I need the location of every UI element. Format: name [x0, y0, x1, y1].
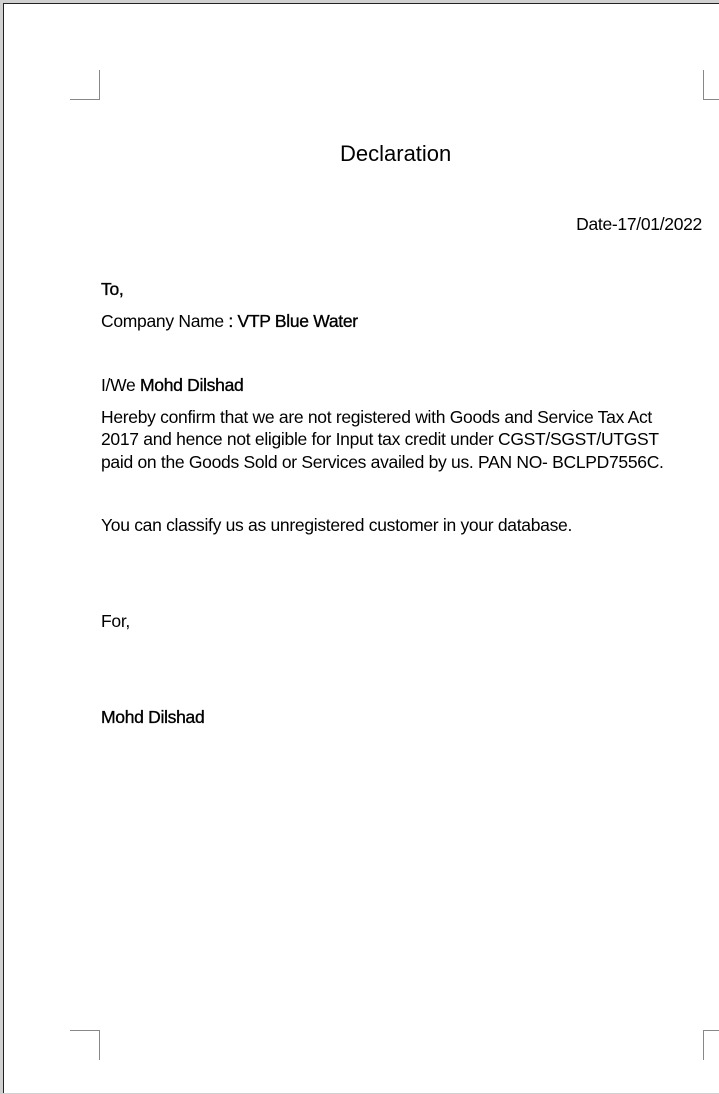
corner-mark-bottom-left [70, 1030, 100, 1060]
corner-mark-top-right [703, 70, 719, 100]
iwe-label: I/We [101, 375, 141, 395]
corner-mark-bottom-right [703, 1030, 719, 1060]
date: Date-17/01/2022 [576, 214, 702, 234]
signature-name: Mohd Dilshad [101, 707, 205, 727]
company-label: Company Name [101, 311, 229, 331]
for-line: For, [101, 611, 130, 631]
body-line: 2017 and hence not eligible for Input tax credit under CGST/SGST/UTGST [101, 429, 659, 449]
body-line: Hereby confirm that we are not registered with Goods and Service Tax Act [101, 407, 652, 427]
company-line [101, 310, 358, 332]
classify-line: You can classify us as unregistered customer in your database. [101, 515, 573, 535]
document-page [3, 3, 719, 1093]
iwe-line [101, 374, 243, 396]
to-line: To, [101, 279, 124, 299]
corner-mark-top-left [70, 70, 100, 100]
company-value: : VTP Blue Water [228, 311, 358, 331]
document-title: Declaration [340, 141, 452, 166]
body-line: paid on the Goods Sold or Services availed by us. PAN NO- BCLPD7556C. [101, 452, 664, 472]
iwe-name: Mohd Dilshad [140, 375, 244, 395]
